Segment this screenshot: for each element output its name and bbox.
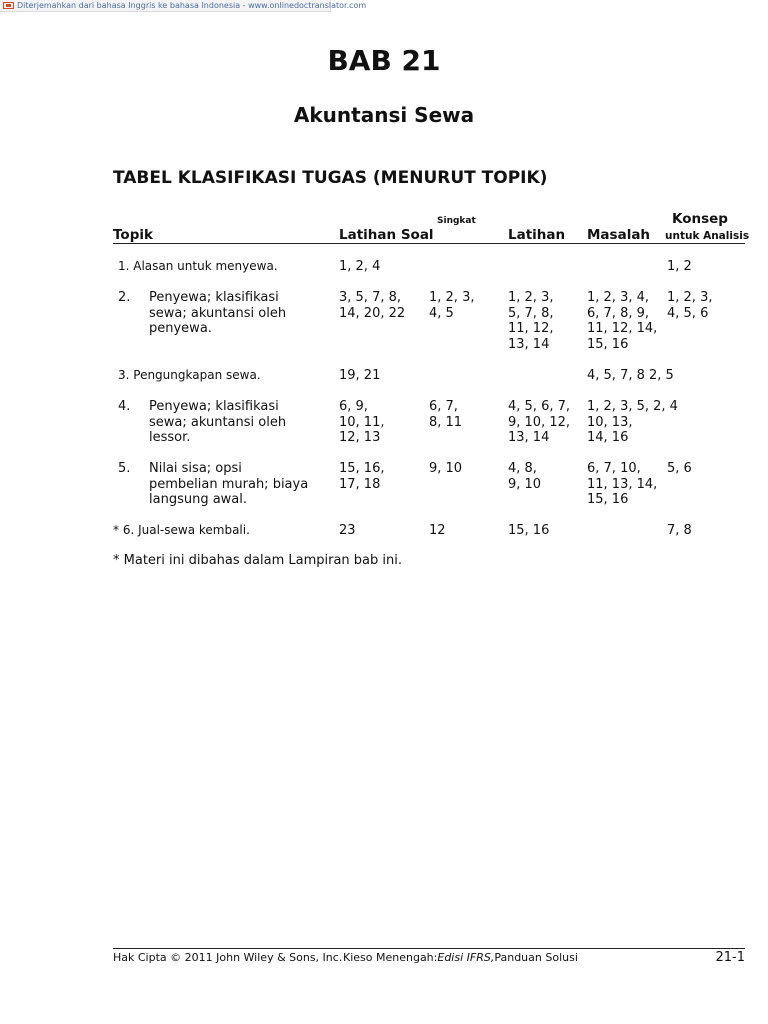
row-4-number: 4. — [118, 399, 131, 414]
row-5-latihan-soal: 15, 16, 17, 18 — [339, 461, 385, 492]
header-konsep: Konsep — [672, 211, 728, 227]
row-6-topic: * 6. Jual-sewa kembali. — [113, 523, 250, 537]
row-5-singkat: 9, 10 — [429, 461, 463, 476]
row-5-masalah: 6, 7, 10, 11, 13, 14, 15, 16 — [587, 461, 658, 508]
row-4-latihan-soal: 6, 9, 10, 11, 12, 13 — [339, 399, 385, 446]
row-4-masalah: 1, 2, 3, 5, 2, 4 10, 13, 14, 16 — [587, 399, 678, 446]
table-title: TABEL KLASIFIKASI TUGAS (MENURUT TOPIK) — [113, 168, 548, 188]
footer-copyright: Hak Cipta © 2011 John Wiley & Sons, Inc. — [113, 951, 343, 964]
row-3-latihan-soal: 19, 21 — [339, 368, 381, 383]
row-5-number: 5. — [118, 461, 131, 476]
row-2-konsep: 1, 2, 3, 4, 5, 6 — [667, 290, 713, 321]
row-1-konsep: 1, 2 — [667, 259, 692, 274]
footer-rule — [113, 948, 745, 949]
row-5-latihan: 4, 8, 9, 10 — [508, 461, 542, 492]
header-latihan: Latihan — [508, 227, 566, 243]
footer-book-prefix: Kieso Menengah: — [343, 951, 438, 964]
row-1-topic: 1. Alasan untuk menyewa. — [118, 259, 278, 273]
row-4-singkat: 6, 7, 8, 11 — [429, 399, 463, 430]
header-topik: Topik — [113, 227, 153, 243]
header-rule — [113, 243, 745, 244]
row-2-singkat: 1, 2, 3, 4, 5 — [429, 290, 475, 321]
row-2-latihan-soal: 3, 5, 7, 8, 14, 20, 22 — [339, 290, 406, 321]
row-6-latihan-soal: 23 — [339, 523, 356, 538]
header-masalah: Masalah — [587, 227, 651, 243]
footer-book-edition: Edisi IFRS, — [437, 951, 495, 964]
row-6-konsep: 7, 8 — [667, 523, 692, 538]
header-singkat: Singkat — [437, 216, 476, 226]
document-icon — [3, 2, 14, 9]
row-6-latihan: 15, 16 — [508, 523, 550, 538]
header-latihan-soal: Latihan Soal — [339, 227, 434, 243]
chapter-subtitle: Akuntansi Sewa — [293, 103, 475, 127]
table-footnote: * Materi ini dibahas dalam Lampiran bab ini. — [113, 553, 402, 568]
footer-page-number: 21-1 — [715, 950, 745, 965]
header-untuk-analisis: untuk Analisis — [665, 230, 750, 242]
row-5-topic: Nilai sisa; opsi pembelian murah; biaya langsung awal. — [149, 461, 309, 508]
banner-text: Diterjemahkan dari bahasa Inggris ke bahasa Indonesia - www.onlinedoctranslator.com — [17, 1, 367, 10]
row-2-latihan: 1, 2, 3, 5, 7, 8, 11, 12, 13, 14 — [508, 290, 554, 352]
row-6-singkat: 12 — [429, 523, 446, 538]
row-3-topic: 3. Pengungkapan sewa. — [118, 368, 261, 382]
row-4-topic: Penyewa; klasifikasi sewa; akuntansi oleh lessor. — [149, 399, 287, 446]
row-5-konsep: 5, 6 — [667, 461, 692, 476]
row-2-masalah: 1, 2, 3, 4, 6, 7, 8, 9, 11, 12, 14, 15, 16 — [587, 290, 658, 352]
footer-book-title — [343, 951, 578, 965]
row-3-masalah: 4, 5, 7, 8 2, 5 — [587, 368, 674, 383]
footer-book-suffix: Panduan Solusi — [494, 951, 578, 964]
row-1-latihan-soal: 1, 2, 4 — [339, 259, 381, 274]
translator-banner[interactable] — [0, 0, 367, 12]
chapter-title: BAB 21 — [327, 44, 441, 77]
row-2-number: 2. — [118, 290, 131, 305]
row-2-topic: Penyewa; klasifikasi sewa; akuntansi oleh penyewa. — [149, 290, 287, 337]
row-4-latihan: 4, 5, 6, 7, 9, 10, 12, 13, 14 — [508, 399, 571, 446]
